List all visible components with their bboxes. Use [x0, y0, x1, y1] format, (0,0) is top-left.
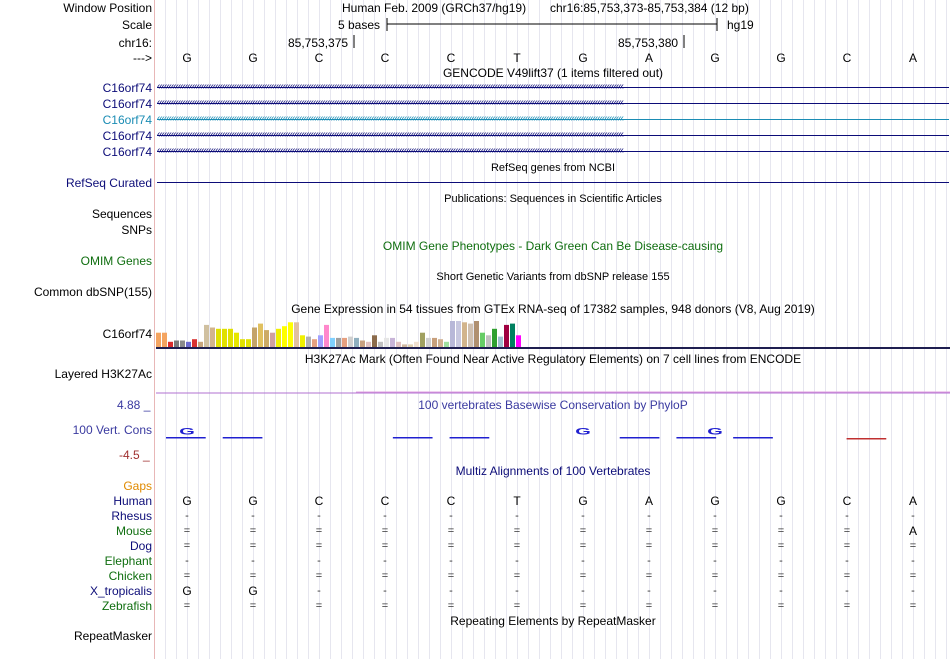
multiz-cell: =	[183, 540, 191, 552]
conservation-bar	[847, 438, 887, 440]
multiz-cell: =	[579, 540, 587, 552]
ruler-base: A	[908, 51, 917, 65]
conservation-bar	[450, 437, 490, 439]
ruler-base: G	[710, 51, 720, 65]
repeatmasker-label[interactable]: RepeatMasker	[73, 629, 152, 643]
multiz-cell: -	[383, 555, 387, 567]
multiz-cell: -	[581, 585, 585, 597]
multiz-cell: -	[911, 585, 915, 597]
multiz-cell: G	[182, 584, 192, 598]
gencode-title[interactable]: GENCODE V49lift37 (1 items filtered out)	[442, 66, 664, 80]
conservation-bar	[676, 437, 716, 439]
label-column-divider	[154, 0, 155, 659]
multiz-cell: =	[645, 525, 653, 537]
multiz-cell: -	[317, 510, 321, 522]
gtex-bar[interactable]	[354, 338, 359, 347]
h3k27ac-label[interactable]: Layered H3K27Ac	[54, 367, 152, 381]
omim-label[interactable]: OMIM Genes	[80, 254, 152, 268]
multiz-cell: =	[447, 540, 455, 552]
gencode-transcript[interactable]	[157, 145, 949, 159]
refseq-title[interactable]: RefSeq genes from NCBI	[490, 162, 616, 174]
multiz-cell: -	[185, 510, 189, 522]
multiz-cell: =	[711, 600, 719, 612]
gtex-bar[interactable]	[492, 329, 497, 347]
gtex-bar[interactable]	[222, 329, 227, 347]
multiz-species-label[interactable]: Gaps	[123, 479, 152, 493]
multiz-cell: -	[317, 585, 321, 597]
multiz-cell: =	[579, 570, 587, 582]
multiz-cell: =	[711, 570, 719, 582]
gtex-bar[interactable]	[228, 329, 233, 347]
gtex-label[interactable]: C16orf74	[102, 327, 152, 341]
multiz-cell: =	[249, 525, 257, 537]
multiz-cell: =	[843, 570, 851, 582]
snps-label[interactable]: SNPs	[121, 223, 152, 237]
gtex-bar[interactable]	[312, 339, 317, 347]
multiz-cell: =	[513, 570, 521, 582]
gtex-bar[interactable]	[330, 338, 335, 347]
conservation-plot[interactable]	[156, 428, 950, 442]
strand-arrows: ‹‹‹‹‹‹‹‹‹‹‹‹‹‹‹‹‹‹‹‹‹‹‹‹‹‹‹‹‹‹‹‹‹‹‹‹‹‹‹‹‹‹‹‹‹‹‹‹‹‹‹‹‹‹‹‹‹‹‹‹‹‹‹‹‹‹‹‹‹‹‹‹‹‹‹‹‹‹‹‹‹‹‹‹‹‹‹‹‹‹‹‹‹‹‹‹‹‹‹‹‹‹‹‹‹‹‹‹‹‹‹‹‹‹‹‹‹‹‹‹‹‹‹‹‹‹‹‹‹‹‹‹‹‹‹‹‹‹‹‹‹‹‹‹‹‹‹‹‹‹‹‹‹‹‹‹‹‹‹‹‹‹‹‹‹‹‹‹‹‹‹‹‹‹‹‹‹‹‹‹‹‹‹‹‹‹‹‹‹‹‹‹‹‹‹‹‹‹‹‹	[157, 81, 624, 92]
multiz-cell: -	[383, 585, 387, 597]
gtex-bar[interactable]	[468, 324, 473, 347]
multiz-cell: =	[183, 570, 191, 582]
multiz-cell: =	[513, 525, 521, 537]
multiz-cell: -	[713, 510, 717, 522]
gencode-row-label[interactable]: C16orf74	[102, 81, 152, 95]
multiz-cell: =	[249, 540, 257, 552]
conservation-label[interactable]: 100 Vert. Cons	[72, 423, 152, 437]
multiz-cell: -	[779, 585, 783, 597]
multiz-cell: =	[315, 600, 323, 612]
gtex-bar[interactable]	[246, 339, 251, 347]
conservation-ymin: -4.5 _	[119, 448, 150, 462]
multiz-cell: =	[843, 525, 851, 537]
strand-arrows: ‹‹‹‹‹‹‹‹‹‹‹‹‹‹‹‹‹‹‹‹‹‹‹‹‹‹‹‹‹‹‹‹‹‹‹‹‹‹‹‹‹‹‹‹‹‹‹‹‹‹‹‹‹‹‹‹‹‹‹‹‹‹‹‹‹‹‹‹‹‹‹‹‹‹‹‹‹‹‹‹‹‹‹‹‹‹‹‹‹‹‹‹‹‹‹‹‹‹‹‹‹‹‹‹‹‹‹‹‹‹‹‹‹‹‹‹‹‹‹‹‹‹‹‹‹‹‹‹‹‹‹‹‹‹‹‹‹‹‹‹‹‹‹‹‹‹‹‹‹‹‹‹‹‹‹‹‹‹‹‹‹‹‹‹‹‹‹‹‹‹‹‹‹‹‹‹‹‹‹‹‹‹‹‹‹‹‹‹‹‹‹‹‹‹‹‹‹‹‹‹	[157, 145, 624, 156]
gencode-row-label[interactable]: C16orf74	[102, 129, 152, 143]
multiz-cell: -	[383, 510, 387, 522]
multiz-cell: -	[845, 510, 849, 522]
conservation-logo-letter: G	[575, 427, 591, 437]
multiz-cell: =	[711, 540, 719, 552]
multiz-cell: -	[449, 555, 453, 567]
coord-tick-2: 85,753,380	[618, 36, 679, 50]
multiz-cell: -	[911, 510, 915, 522]
gtex-bar[interactable]	[156, 333, 161, 347]
multiz-cell: =	[843, 540, 851, 552]
multiz-cell: -	[449, 510, 453, 522]
multiz-cell: =	[381, 540, 389, 552]
strand-label[interactable]: --->	[133, 51, 152, 65]
multiz-cell: -	[581, 510, 585, 522]
multiz-cell: T	[513, 494, 521, 508]
ruler-base: C	[314, 51, 324, 65]
multiz-cell: G	[248, 584, 258, 598]
multiz-cell: =	[777, 540, 785, 552]
scale-label[interactable]: Scale	[121, 18, 152, 32]
gtex-bar[interactable]	[450, 321, 455, 347]
multiz-cell: A	[644, 494, 653, 508]
gtex-bar[interactable]	[510, 324, 515, 347]
strand-arrows: ‹‹‹‹‹‹‹‹‹‹‹‹‹‹‹‹‹‹‹‹‹‹‹‹‹‹‹‹‹‹‹‹‹‹‹‹‹‹‹‹‹‹‹‹‹‹‹‹‹‹‹‹‹‹‹‹‹‹‹‹‹‹‹‹‹‹‹‹‹‹‹‹‹‹‹‹‹‹‹‹‹‹‹‹‹‹‹‹‹‹‹‹‹‹‹‹‹‹‹‹‹‹‹‹‹‹‹‹‹‹‹‹‹‹‹‹‹‹‹‹‹‹‹‹‹‹‹‹‹‹‹‹‹‹‹‹‹‹‹‹‹‹‹‹‹‹‹‹‹‹‹‹‹‹‹‹‹‹‹‹‹‹‹‹‹‹‹‹‹‹‹‹‹‹‹‹‹‹‹‹‹‹‹‹‹‹‹‹‹‹‹‹‹‹‹‹‹‹‹‹	[157, 97, 624, 108]
multiz-species-label[interactable]: Human	[113, 494, 152, 508]
multiz-cell: -	[779, 555, 783, 567]
h3k27ac-signal[interactable]	[156, 388, 950, 396]
conservation-ymax: 4.88 _	[117, 398, 151, 412]
gtex-bar[interactable]	[438, 339, 443, 347]
gtex-bar[interactable]	[300, 335, 305, 347]
multiz-cell: -	[185, 555, 189, 567]
gencode-transcript[interactable]	[157, 81, 949, 95]
gtex-bar[interactable]	[288, 322, 293, 347]
window-position-label[interactable]: Window Position	[63, 1, 152, 15]
gencode-transcript[interactable]	[157, 129, 949, 143]
gtex-baseline	[156, 347, 950, 349]
multiz-cell: =	[579, 525, 587, 537]
ruler-base: C	[446, 51, 456, 65]
gtex-bar[interactable]	[204, 325, 209, 347]
multiz-species-label[interactable]: Mouse	[115, 524, 152, 538]
multiz-cell: -	[251, 510, 255, 522]
multiz-cell: =	[381, 570, 389, 582]
scale-text: 5 bases	[338, 18, 381, 32]
gtex-bar[interactable]	[210, 328, 215, 348]
multiz-cell: =	[249, 570, 257, 582]
multiz-species-label[interactable]: Zebrafish	[101, 599, 152, 613]
multiz-cell: -	[911, 555, 915, 567]
multiz-species-label[interactable]: Rhesus	[111, 509, 152, 523]
multiz-cell: =	[447, 600, 455, 612]
multiz-cell: =	[909, 570, 917, 582]
multiz-cell: G	[248, 494, 258, 508]
gtex-bar[interactable]	[324, 325, 329, 347]
ruler-base: C	[380, 51, 390, 65]
ruler-base: G	[578, 51, 588, 65]
multiz-cell: =	[447, 525, 455, 537]
gtex-bar[interactable]	[474, 321, 479, 347]
gtex-bar[interactable]	[372, 335, 377, 347]
assembly-text: Human Feb. 2009 (GRCh37/hg19)	[342, 1, 527, 15]
publications-title[interactable]: Publications: Sequences in Scientific Articles	[444, 193, 662, 205]
gtex-bar[interactable]	[348, 337, 353, 347]
multiz-cell: =	[183, 600, 191, 612]
multiz-cell: G	[710, 494, 720, 508]
coord-tick-1: 85,753,375	[288, 36, 349, 50]
multiz-cell: -	[845, 555, 849, 567]
multiz-cell: =	[645, 570, 653, 582]
multiz-cell: =	[513, 600, 521, 612]
gtex-bar[interactable]	[318, 335, 323, 347]
gtex-bar[interactable]	[384, 338, 389, 347]
multiz-cell: =	[777, 600, 785, 612]
multiz-cell: =	[711, 525, 719, 537]
ruler-base: G	[776, 51, 786, 65]
scale-db: hg19	[727, 18, 754, 32]
multiz-species-label[interactable]: Dog	[129, 539, 152, 553]
multiz-title[interactable]: Multiz Alignments of 100 Vertebrates	[455, 464, 651, 478]
conservation-bar	[393, 437, 433, 439]
position-text: chr16:85,753,373-85,753,384 (12 bp)	[550, 1, 749, 15]
ruler-graphics	[0, 0, 950, 60]
gtex-bar[interactable]	[270, 333, 275, 347]
conservation-bar	[223, 437, 263, 439]
gencode-transcript[interactable]	[157, 113, 949, 127]
multiz-cell: -	[845, 585, 849, 597]
gtex-bar[interactable]	[336, 338, 341, 347]
gtex-bar[interactable]	[342, 338, 347, 347]
conservation-title[interactable]: 100 vertebrates Basewise Conservation by PhyloP	[418, 398, 688, 412]
sequences-label[interactable]: Sequences	[91, 207, 152, 221]
multiz-cell: =	[909, 600, 917, 612]
multiz-cell: C	[446, 494, 456, 508]
conservation-bar	[166, 437, 206, 439]
multiz-cell: =	[315, 525, 323, 537]
multiz-cell: -	[251, 555, 255, 567]
gtex-bar[interactable]	[456, 321, 461, 347]
gtex-bar[interactable]	[282, 326, 287, 347]
repeatmasker-title[interactable]: Repeating Elements by RepeatMasker	[450, 614, 656, 628]
multiz-cell: =	[315, 540, 323, 552]
multiz-cell: -	[647, 555, 651, 567]
multiz-cell: =	[777, 570, 785, 582]
multiz-cell: =	[579, 600, 587, 612]
multiz-cell: =	[315, 570, 323, 582]
chrom-label[interactable]: chr16:	[118, 36, 152, 50]
ruler-base: A	[644, 51, 653, 65]
ruler-base: G	[182, 51, 192, 65]
multiz-cell: =	[381, 600, 389, 612]
gtex-bar[interactable]	[306, 337, 311, 347]
conservation-logo-letter: G	[707, 427, 723, 437]
gtex-bar[interactable]	[390, 338, 395, 347]
gtex-bar[interactable]	[480, 333, 485, 347]
multiz-cell: =	[645, 600, 653, 612]
multiz-cell: =	[645, 540, 653, 552]
gtex-bar[interactable]	[516, 335, 521, 347]
multiz-cell: -	[779, 510, 783, 522]
gtex-bar[interactable]	[192, 339, 197, 347]
multiz-cell: -	[449, 585, 453, 597]
multiz-cell: A	[908, 524, 917, 538]
gtex-bar[interactable]	[258, 324, 263, 347]
ruler-base: T	[513, 51, 521, 65]
gencode-row-label[interactable]: C16orf74	[102, 113, 152, 127]
multiz-cell: C	[380, 494, 390, 508]
multiz-cell: -	[515, 585, 519, 597]
multiz-cell: =	[183, 525, 191, 537]
multiz-cell: =	[513, 540, 521, 552]
gtex-title[interactable]: Gene Expression in 54 tissues from GTEx RNA-seq of 17382 samples, 948 donors (V8, Aug 2019)	[291, 302, 815, 316]
gtex-bar[interactable]	[252, 328, 257, 348]
gtex-bar[interactable]	[294, 322, 299, 347]
multiz-cell: G	[182, 494, 192, 508]
multiz-cell: =	[777, 525, 785, 537]
multiz-cell: -	[713, 555, 717, 567]
multiz-cell: A	[908, 494, 917, 508]
gtex-bar[interactable]	[486, 335, 491, 347]
gtex-bar[interactable]	[498, 337, 503, 347]
gtex-bar[interactable]	[276, 329, 281, 347]
gtex-bar[interactable]	[504, 325, 509, 347]
multiz-cell: -	[515, 510, 519, 522]
gtex-bar[interactable]	[432, 338, 437, 347]
multiz-cell: -	[317, 555, 321, 567]
refseq-gene-line[interactable]	[157, 182, 949, 183]
multiz-cell: -	[647, 585, 651, 597]
multiz-cell: -	[713, 585, 717, 597]
multiz-species-label[interactable]: X_tropicalis	[89, 584, 152, 598]
conservation-logo-letter: G	[179, 427, 195, 437]
dbsnp-title[interactable]: Short Genetic Variants from dbSNP release 155	[436, 271, 670, 283]
gtex-bar[interactable]	[162, 333, 167, 347]
gtex-bar[interactable]	[264, 330, 269, 347]
conservation-bar	[620, 437, 660, 439]
gtex-bar[interactable]	[462, 322, 467, 347]
refseq-label[interactable]: RefSeq Curated	[65, 176, 152, 190]
gencode-row-label[interactable]: C16orf74	[102, 97, 152, 111]
omim-title[interactable]: OMIM Gene Phenotypes - Dark Green Can Be Disease-causing	[382, 239, 724, 253]
gtex-bar[interactable]	[426, 338, 431, 347]
gencode-transcript[interactable]	[157, 97, 949, 111]
ruler-base: C	[842, 51, 852, 65]
gtex-bar[interactable]	[216, 329, 221, 347]
gtex-bar[interactable]	[420, 333, 425, 347]
dbsnp-label[interactable]: Common dbSNP(155)	[33, 285, 152, 299]
strand-arrows: ‹‹‹‹‹‹‹‹‹‹‹‹‹‹‹‹‹‹‹‹‹‹‹‹‹‹‹‹‹‹‹‹‹‹‹‹‹‹‹‹‹‹‹‹‹‹‹‹‹‹‹‹‹‹‹‹‹‹‹‹‹‹‹‹‹‹‹‹‹‹‹‹‹‹‹‹‹‹‹‹‹‹‹‹‹‹‹‹‹‹‹‹‹‹‹‹‹‹‹‹‹‹‹‹‹‹‹‹‹‹‹‹‹‹‹‹‹‹‹‹‹‹‹‹‹‹‹‹‹‹‹‹‹‹‹‹‹‹‹‹‹‹‹‹‹‹‹‹‹‹‹‹‹‹‹‹‹‹‹‹‹‹‹‹‹‹‹‹‹‹‹‹‹‹‹‹‹‹‹‹‹‹‹‹‹‹‹‹‹‹‹‹‹‹‹‹‹‹‹‹	[157, 129, 624, 140]
multiz-cell: -	[515, 555, 519, 567]
gtex-bar[interactable]	[234, 333, 239, 347]
conservation-bar	[733, 437, 773, 439]
gtex-bar-chart[interactable]	[156, 318, 950, 348]
multiz-cell: -	[647, 510, 651, 522]
strand-arrows: ‹‹‹‹‹‹‹‹‹‹‹‹‹‹‹‹‹‹‹‹‹‹‹‹‹‹‹‹‹‹‹‹‹‹‹‹‹‹‹‹‹‹‹‹‹‹‹‹‹‹‹‹‹‹‹‹‹‹‹‹‹‹‹‹‹‹‹‹‹‹‹‹‹‹‹‹‹‹‹‹‹‹‹‹‹‹‹‹‹‹‹‹‹‹‹‹‹‹‹‹‹‹‹‹‹‹‹‹‹‹‹‹‹‹‹‹‹‹‹‹‹‹‹‹‹‹‹‹‹‹‹‹‹‹‹‹‹‹‹‹‹‹‹‹‹‹‹‹‹‹‹‹‹‹‹‹‹‹‹‹‹‹‹‹‹‹‹‹‹‹‹‹‹‹‹‹‹‹‹‹‹‹‹‹‹‹‹‹‹‹‹‹‹‹‹‹‹‹‹‹	[157, 113, 624, 124]
h3k27ac-title[interactable]: H3K27Ac Mark (Often Found Near Active Regulatory Elements) on 7 cell lines from ENCODE	[304, 352, 802, 366]
multiz-cell: =	[843, 600, 851, 612]
multiz-cell: C	[842, 494, 852, 508]
multiz-cell: =	[249, 600, 257, 612]
multiz-cell: =	[447, 570, 455, 582]
multiz-species-label[interactable]: Chicken	[108, 569, 152, 583]
ruler-base: G	[248, 51, 258, 65]
multiz-cell: G	[776, 494, 786, 508]
multiz-cell: =	[381, 525, 389, 537]
gencode-row-label[interactable]: C16orf74	[102, 145, 152, 159]
gtex-bar[interactable]	[240, 339, 245, 347]
multiz-cell: G	[578, 494, 588, 508]
multiz-cell: C	[314, 494, 324, 508]
multiz-cell: -	[581, 555, 585, 567]
multiz-species-label[interactable]: Elephant	[104, 554, 152, 568]
multiz-cell: =	[909, 540, 917, 552]
